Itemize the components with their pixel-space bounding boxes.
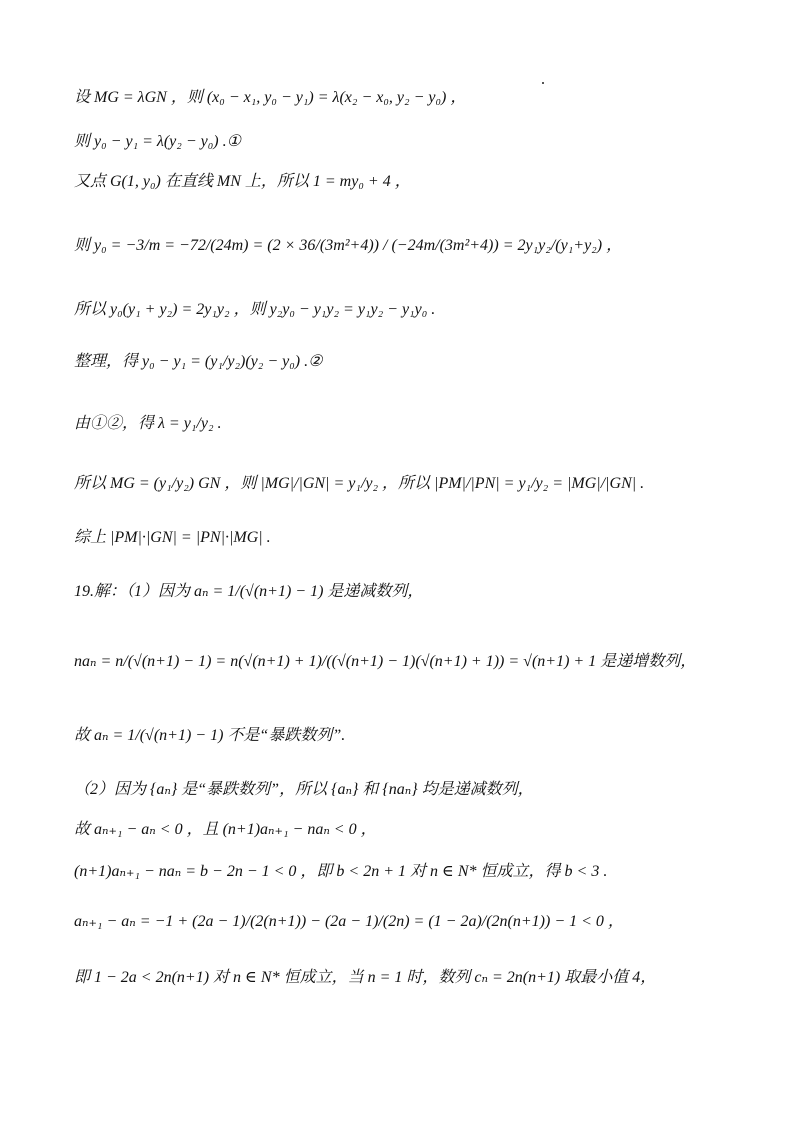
text-line-16: aₙ₊₁ − aₙ = −1 + (2a − 1)/(2(n+1)) − (2a − 1)/(2n) = (1 − 2a)/(2n(n+1)) − 1 < 0 ， bbox=[74, 913, 624, 930]
text-line-15: (n+1)aₙ₊₁ − naₙ = b − 2n − 1 < 0 ，即 b < 2n + 1 对 n ∈ N* 恒成立，得 b < 3 . bbox=[74, 863, 608, 880]
page-mark bbox=[542, 82, 544, 84]
text-line-11: naₙ = n/(√(n+1) − 1) = n(√(n+1) + 1)/((√(n+1) − 1)(√(n+1) + 1)) = √(n+1) + 1 是递增数列， bbox=[74, 653, 697, 670]
text-line-9: 综上 |PM|·|GN| = |PN|·|MG| . bbox=[74, 529, 271, 546]
text-line-10: 19.解：（1）因为 aₙ = 1/(√(n+1) − 1) 是递减数列， bbox=[74, 583, 424, 600]
text-line-7: 由①②，得 λ = y₁/y₂ . bbox=[74, 415, 222, 432]
text-line-6: 整理，得 y₀ − y₁ = (y₁/y₂)(y₂ − y₀) .② bbox=[74, 353, 323, 370]
text-line-13: （2）因为 {aₙ} 是“暴跌数列”，所以 {aₙ} 和 {naₙ} 均是递减数列， bbox=[74, 781, 534, 798]
text-line-5: 所以 y₀(y₁ + y₂) = 2y₁y₂ ，则 y₂y₀ − y₁y₂ = y₁y₂ − y₁y₀ . bbox=[74, 301, 436, 318]
text-line-17: 即 1 − 2a < 2n(n+1) 对 n ∈ N* 恒成立，当 n = 1 时，数列 cₙ = 2n(n+1) 取最小值 4， bbox=[74, 969, 657, 986]
text-line-2: 则 y₀ − y₁ = λ(y₂ − y₀) .① bbox=[74, 133, 241, 150]
text-line-14: 故 aₙ₊₁ − aₙ < 0 ，且 (n+1)aₙ₊₁ − naₙ < 0 ， bbox=[74, 821, 377, 838]
text-line-8: 所以 MG = (y₁/y₂) GN ，则 |MG|/|GN| = y₁/y₂ ，所以 |PM|/|PN| = y₁/y₂ = |MG|/|GN| . bbox=[74, 475, 645, 492]
text-line-12: 故 aₙ = 1/(√(n+1) − 1) 不是“暴跌数列”. bbox=[74, 727, 346, 744]
text-line-1: 设 MG = λGN ，则 (x₀ − x₁, y₀ − y₁) = λ(x₂ − x₀, y₂ − y₀) ， bbox=[74, 89, 467, 106]
text-line-4: 则 y₀ = −3/m = −72/(24m) = (2 × 36/(3m²+4)) / (−24m/(3m²+4)) = 2y₁y₂/(y₁+y₂) ， bbox=[74, 237, 623, 254]
text-line-3: 又点 G(1, y₀) 在直线 MN 上，所以 1 = my₀ + 4 ， bbox=[74, 173, 411, 190]
